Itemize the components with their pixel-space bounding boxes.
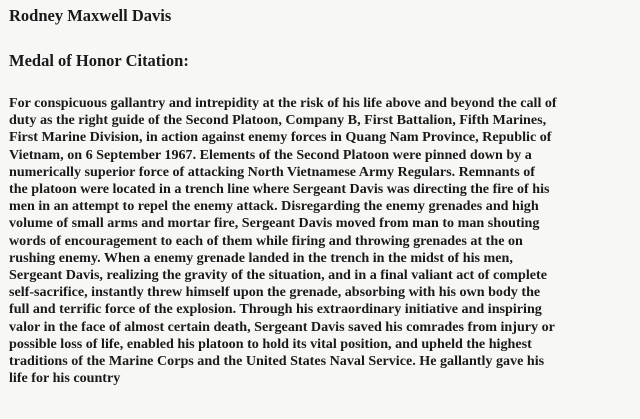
citation-line: the platoon were located in a trench line where Sergeant Davis was directing the fire of his xyxy=(9,181,550,198)
citation-line: traditions of the Marine Corps and the United States Naval Service. He gallantly gave his xyxy=(9,353,545,370)
citation-line: life for his country xyxy=(9,370,121,387)
citation-line: valor in the face of almost certain death, Sergeant Davis saved his comrades from injury or xyxy=(9,318,555,335)
citation-line: First Marine Division, in action against enemy forces in Quang Nam Province, Republic of xyxy=(9,129,552,146)
citation-line: words of encouragement to each of them while firing and throwing grenades at the on xyxy=(9,232,523,249)
citation-body xyxy=(9,95,637,387)
citation-line: Sergeant Davis, realizing the gravity of the situation, and in a final valiant act of complete xyxy=(9,267,548,284)
recipient-name: Rodney Maxwell Davis xyxy=(9,6,172,25)
citation-line: possible loss of life, enabled his platoon to hold its vital position, and upheld the highest xyxy=(9,335,532,352)
citation-line: Vietnam, on 6 September 1967. Elements of the Second Platoon were pinned down by a xyxy=(9,146,532,163)
citation-line: men in an attempt to repel the enemy attack. Disregarding the enemy grenades and high xyxy=(9,198,539,215)
citation-line: self-sacrifice, instantly threw himself upon the grenade, absorbing with his own body the xyxy=(9,284,541,301)
citation-line: full and terrific force of the explosion. Through his extraordinary initiative and inspiring xyxy=(9,301,542,318)
citation-line: rushing enemy. When a enemy grenade landed in the trench in the midst of his men, xyxy=(9,249,513,266)
citation-line: For conspicuous gallantry and intrepidity at the risk of his life above and beyond the call of xyxy=(9,95,557,111)
citation-line: duty as the right guide of the Second Platoon, Company B, First Battalion, Fifth Marines, xyxy=(9,112,547,129)
citation-line: numerically superior force of attacking North Vietnamese Army Regulars. Remnants of xyxy=(9,163,535,180)
citation-heading: Medal of Honor Citation: xyxy=(9,51,189,70)
citation-line: volume of small arms and mortar fire, Sergeant Davis moved from man to man shouting xyxy=(9,215,540,232)
